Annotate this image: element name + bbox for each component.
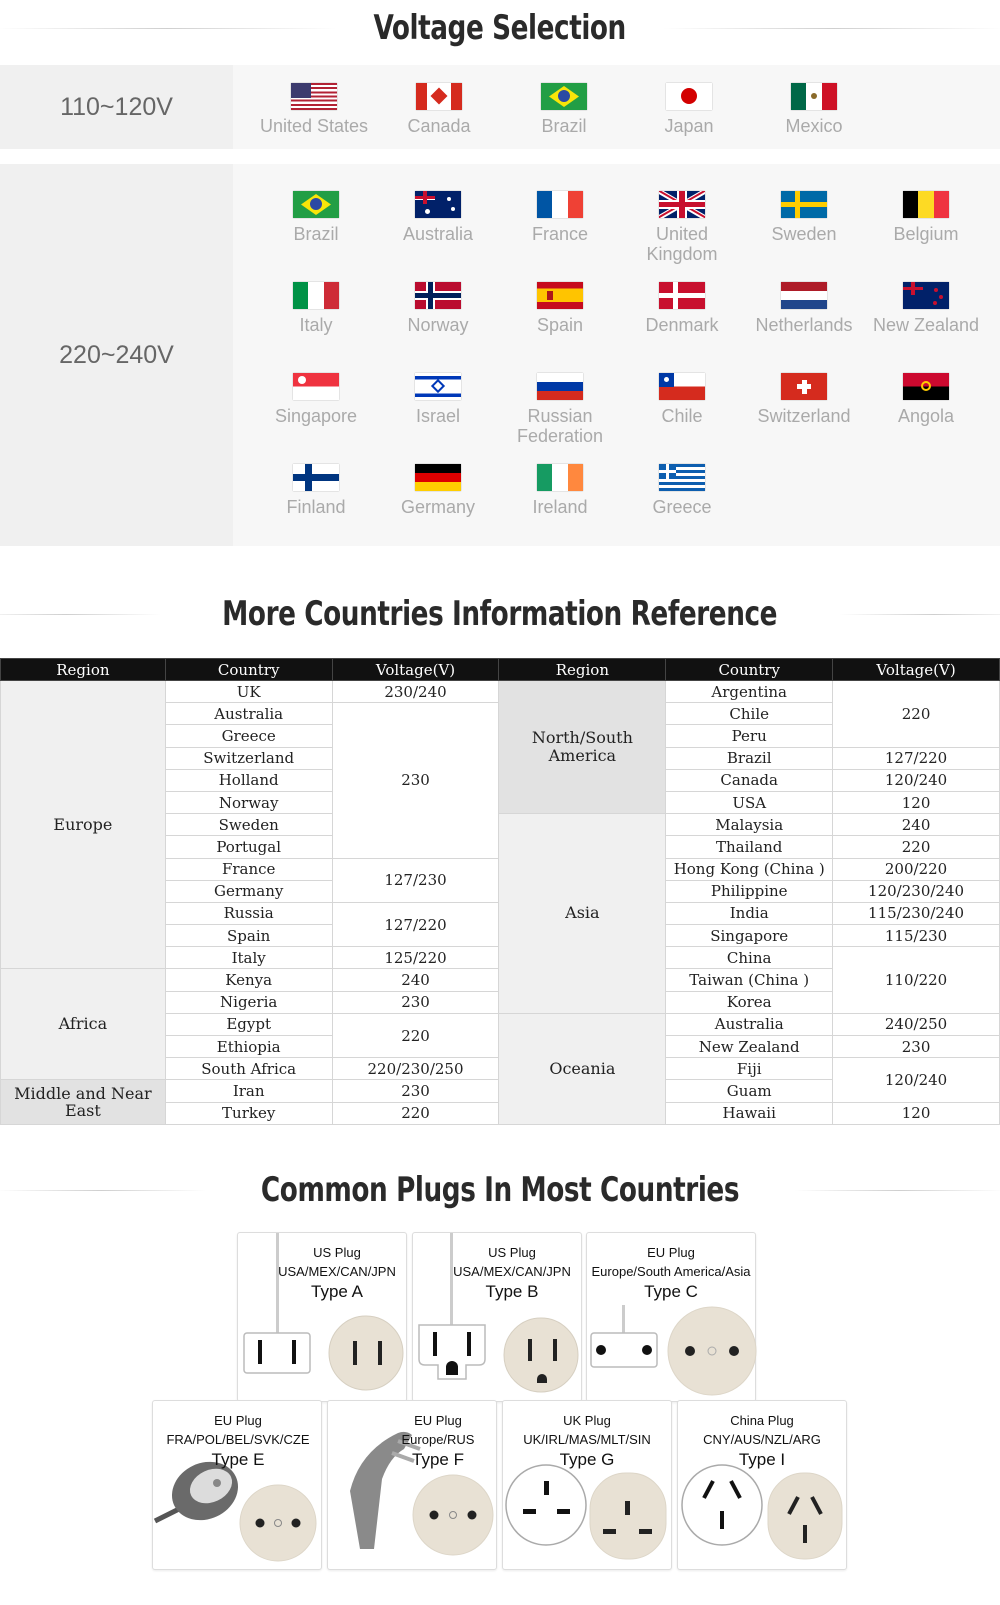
country-cell: Guam [666,1080,833,1102]
country-australia: Australia [377,191,499,244]
country-finland: Finland [255,464,377,517]
flag-sg-icon [293,373,339,400]
country-united-states: United States [253,83,375,136]
voltage-band-110 [0,65,1000,149]
country-italy: Italy [255,282,377,335]
voltage-cell: 220 [833,681,1000,748]
country-cell: Australia [666,1013,833,1035]
country-new-zealand: New Zealand [865,282,987,335]
plug-countries: Europe/South America/Asia [591,1264,751,1279]
country-cell: Peru [666,725,833,747]
country-spain: Spain [499,282,621,335]
flag-br-icon [541,83,587,110]
voltage-cell: 120/240 [833,769,1000,791]
country-canada: Canada [378,83,500,136]
country-chile: Chile [621,373,743,426]
flag-cl-icon [659,373,705,400]
plug-type: Type E [211,1450,265,1469]
flag-be-icon [903,191,949,218]
table-row [1,681,1000,703]
flag-ru-icon [537,373,583,400]
country-cell: Egypt [165,1013,332,1035]
country-sweden: Sweden [743,191,865,244]
flag-fr-icon [537,191,583,218]
flag-ao-icon [903,373,949,400]
flag-se-icon [781,191,827,218]
flag-gr-icon [659,464,705,491]
region-cell: Europe [1,681,166,969]
country-brazil-220: Brazil [255,191,377,244]
voltage-cell: 220 [332,1013,499,1057]
country-belgium: Belgium [865,191,987,244]
voltage-cell: 127/220 [332,902,499,946]
country-israel: Israel [377,373,499,426]
country-cell: Australia [165,703,332,725]
country-cell: Thailand [666,836,833,858]
country-cell: Kenya [165,969,332,991]
plug-type: Type C [644,1282,698,1301]
country-denmark: Denmark [621,282,743,335]
plug-countries: FRA/POL/BEL/SVK/CZE [166,1432,310,1447]
country-cell: Canada [666,769,833,791]
voltage-cell: 110/220 [833,947,1000,1014]
flag-nl-icon [781,282,827,309]
country-cell: Greece [165,725,332,747]
flag-fi-icon [293,464,339,491]
region-cell: North/South America [499,681,666,814]
country-switzerland: Switzerland [743,373,865,426]
region-cell: Asia [499,814,666,1014]
flag-ca-icon [416,83,462,110]
voltage-reference-table [0,658,1000,1125]
flag-ie-icon [537,464,583,491]
country-cell: China [666,947,833,969]
country-cell: Holland [165,769,332,791]
country-cell: New Zealand [666,1036,833,1058]
plugs-section-title: Common Plugs In Most Countries [260,1170,740,1210]
region-cell: Africa [1,969,166,1080]
plug-type: Type G [559,1450,615,1469]
country-cell: Russia [165,902,332,924]
voltage-cell: 127/220 [833,747,1000,769]
flag-es-icon [537,282,583,309]
country-cell: USA [666,791,833,813]
voltage-cell: 120 [833,1102,1000,1124]
plug-card-type-a [237,1232,407,1402]
country-united-kingdom: United Kingdom [621,191,743,264]
voltage-cell: 120 [833,791,1000,813]
country-cell: Iran [165,1080,332,1102]
country-cell: Malaysia [666,814,833,836]
country-cell: Portugal [165,836,332,858]
header-region-right: Region [499,659,666,681]
plug-type: Type I [738,1450,786,1469]
voltage-cell: 125/220 [332,947,499,969]
voltage-section-header [0,6,1000,50]
plug-name: US Plug [488,1245,536,1260]
plug-name: EU Plug [647,1245,695,1260]
country-cell: Germany [165,880,332,902]
voltage-cell: 230 [332,703,499,858]
voltage-cell: 115/230/240 [833,902,1000,924]
country-norway: Norway [377,282,499,335]
region-cell: Middle and Near East [1,1080,166,1124]
plug-card-type-f [327,1400,497,1570]
flag-no-icon [415,282,461,309]
voltage-cell: 230 [833,1036,1000,1058]
reference-section-title: More Countries Information Reference [222,594,778,634]
country-cell: Switzerland [165,747,332,769]
voltage-cell: 240 [833,814,1000,836]
voltage-cell: 240/250 [833,1013,1000,1035]
plug-type: Type B [485,1282,539,1301]
country-netherlands: Netherlands [743,282,865,335]
country-cell: Nigeria [165,991,332,1013]
country-cell: Taiwan (China ) [666,969,833,991]
flag-uk-icon [659,191,705,218]
header-country-left: Country [165,659,332,681]
voltage-cell: 220 [332,1102,499,1124]
country-cell: UK [165,681,332,703]
country-cell: Ethiopia [165,1036,332,1058]
plugs-section-header [0,1168,1000,1212]
flag-au-icon [415,191,461,218]
plug-name: EU Plug [214,1413,262,1428]
voltage-label-220: 220~240V [0,164,233,546]
voltage-cell: 230 [332,1080,499,1102]
flag-nz-icon [903,282,949,309]
plug-card-type-g [502,1400,672,1570]
country-france: France [499,191,621,244]
plug-name: EU Plug [414,1413,462,1428]
voltage-cell: 230 [332,991,499,1013]
voltage-cell: 127/230 [332,858,499,902]
header-voltage-right: Voltage(V) [833,659,1000,681]
flag-it-icon [293,282,339,309]
country-angola: Angola [865,373,987,426]
plug-card-type-i [677,1400,847,1570]
region-cell: Oceania [499,1013,666,1124]
country-cell: Chile [666,703,833,725]
country-cell: Brazil [666,747,833,769]
table-header-row [1,659,1000,681]
voltage-cell: 200/220 [833,858,1000,880]
voltage-cell: 115/230 [833,925,1000,947]
country-cell: Hawaii [666,1102,833,1124]
country-cell: Spain [165,925,332,947]
voltage-cell: 230/240 [332,681,499,703]
country-cell: France [165,858,332,880]
plug-name: China Plug [730,1413,794,1428]
country-cell: Korea [666,991,833,1013]
plug-countries: UK/IRL/MAS/MLT/SIN [523,1432,651,1447]
voltage-cell: 120/230/240 [833,880,1000,902]
voltage-cell: 120/240 [833,1058,1000,1102]
country-cell: Hong Kong (China ) [666,858,833,880]
country-cell: Turkey [165,1102,332,1124]
header-voltage-left: Voltage(V) [332,659,499,681]
plug-countries: USA/MEX/CAN/JPN [278,1264,396,1279]
flag-il-icon [415,373,461,400]
reference-section-header [0,592,1000,636]
flag-mx-icon [791,83,837,110]
plug-type: Type A [311,1282,363,1301]
flag-ch-icon [781,373,827,400]
flags-220 [233,164,1000,546]
voltage-cell: 220/230/250 [332,1058,499,1080]
voltage-band-220 [0,164,1000,546]
plug-name: US Plug [313,1245,361,1260]
plug-card-type-c [586,1232,756,1402]
header-country-right: Country [666,659,833,681]
header-region-left: Region [1,659,166,681]
flag-de-icon [415,464,461,491]
voltage-section-title: Voltage Selection [373,8,627,48]
country-germany: Germany [377,464,499,517]
flag-us-icon [291,83,337,110]
voltage-cell: 240 [332,969,499,991]
flag-jp-icon [666,83,712,110]
flag-br-icon [293,191,339,218]
plug-name: UK Plug [563,1413,611,1428]
country-cell: South Africa [165,1058,332,1080]
flags-110 [233,65,1000,149]
plug-countries: USA/MEX/CAN/JPN [453,1264,571,1279]
plug-card-type-e [152,1400,322,1570]
country-brazil: Brazil [503,83,625,136]
country-cell: India [666,902,833,924]
country-mexico: Mexico [753,83,875,136]
plug-countries: Europe/RUS [401,1432,475,1447]
country-cell: Philippine [666,880,833,902]
plug-card-type-b [412,1232,582,1402]
voltage-label-110: 110~120V [0,65,233,149]
plug-type: Type F [412,1450,464,1469]
country-cell: Sweden [165,814,332,836]
flag-dk-icon [659,282,705,309]
country-russian-federation: Russian Federation [499,373,621,446]
country-cell: Fiji [666,1058,833,1080]
country-singapore: Singapore [255,373,377,426]
country-ireland: Ireland [499,464,621,517]
country-cell: Singapore [666,925,833,947]
country-japan: Japan [628,83,750,136]
country-cell: Italy [165,947,332,969]
plug-countries: CNY/AUS/NZL/ARG [703,1432,821,1447]
voltage-cell: 220 [833,836,1000,858]
country-cell: Argentina [666,681,833,703]
country-cell: Norway [165,791,332,813]
country-greece: Greece [621,464,743,517]
